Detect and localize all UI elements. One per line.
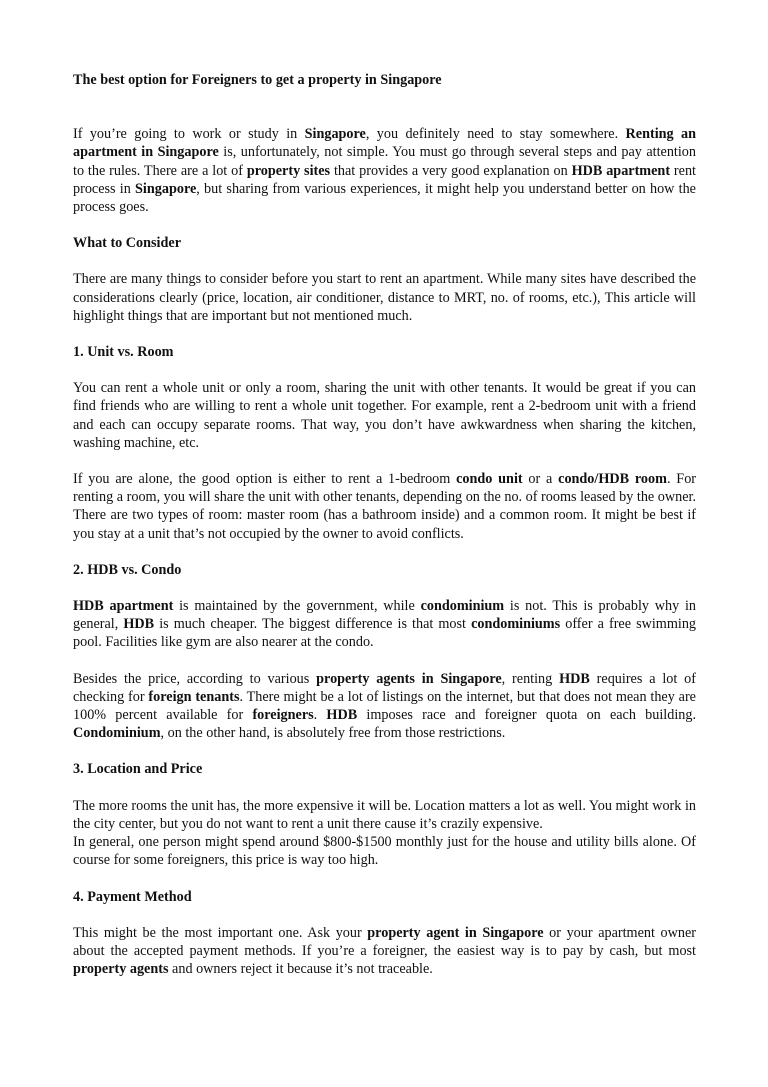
text-run: . <box>313 707 327 724</box>
bold-text-run: Singapore <box>135 180 197 197</box>
paragraph-payment-method <box>73 924 696 979</box>
section-heading-what-to-consider: What to Consider <box>73 235 181 252</box>
bold-text-run: Renting an apartment in Singapore <box>73 126 696 161</box>
text-run: or your apartment owner about the accepted payment methods. If you’re a foreigner, the easiest way is to pay by cash, but most <box>73 924 696 959</box>
bold-text-run: HDB <box>559 670 590 687</box>
section-heading-location-and-price: 3. Location and Price <box>73 761 203 778</box>
text-run: imposes race and foreigner quota on each building. <box>357 707 697 724</box>
bold-text-run: HDB <box>326 707 358 724</box>
text-run: requires a lot of checking for <box>73 670 696 705</box>
document-title: The best option for Foreigners to get a property in Singapore <box>73 72 442 88</box>
text-run: is not. This is probably why in general, <box>73 598 696 633</box>
bold-text-run: condominium <box>420 598 505 615</box>
text-run: . For renting a room, you will share the unit with other tenants, depending on the no. of rooms leased by the owner. There are two types of room: master room (has a bathroom inside) and a common room. It might be best if you stay at a unit that’s not occupied by the owner to avoid conflicts. <box>73 471 697 542</box>
bold-text-run: HDB apartment <box>571 162 671 179</box>
bold-text-run: condominiums <box>471 616 561 633</box>
text-run: or a <box>522 471 559 488</box>
text-run: is, unfortunately, not simple. You must go through several steps and pay attention to the rules. There are a lot of <box>73 144 696 179</box>
section-heading-hdb-vs-condo: 2. HDB vs. Condo <box>73 561 182 578</box>
bold-text-run: property agents <box>73 961 169 978</box>
bold-text-run: HDB apartment <box>73 598 174 615</box>
paragraph-unit-vs-room-1 <box>73 379 696 452</box>
text-run: The more rooms the unit has, the more expensive it will be. Location matters a lot as well. You might work in the city center, but you do not want to rent a unit there cause it’s crazily expensive. <box>73 797 696 832</box>
bold-text-run: property sites <box>246 162 331 179</box>
paragraph-unit-vs-room-2 <box>73 470 696 543</box>
text-run: , on the other hand, is absolutely free from those restrictions. <box>160 725 506 742</box>
text-run: , you definitely need to stay somewhere. <box>365 126 626 143</box>
text-run: . There might be a lot of listings on the internet, but that does not mean they are 100% percent available for <box>73 688 696 724</box>
bold-text-run: HDB <box>123 616 155 633</box>
text-run: In general, one person might spend around $800-$1500 monthly just for the house and utility bills alone. Of course for some foreigners, this price is way too high. <box>73 834 696 869</box>
text-run: There are many things to consider before you start to rent an apartment. While many sites have described the considerations clearly (price, location, air conditioner, distance to MRT, no. of rooms, etc.), This article will highlight things that are important but not mentioned much. <box>73 271 696 324</box>
section-heading-payment-method: 4. Payment Method <box>73 888 192 905</box>
text-run: is much cheaper. The biggest difference is that most <box>154 616 472 633</box>
document-page <box>73 71 696 996</box>
text-run: , but sharing from various experiences, it might help you understand better on how the process goes. <box>73 180 696 216</box>
bold-text-run: Condominium <box>73 725 161 742</box>
text-run: is maintained by the government, while <box>173 598 421 615</box>
paragraph-hdb-vs-condo-1 <box>73 597 696 652</box>
bold-text-run: property agents in Singapore <box>316 670 502 687</box>
text-run: and owners reject it because it’s not traceable. <box>168 961 433 978</box>
text-run: offer a free swimming pool. Facilities like gym are also nearer at the condo. <box>73 616 697 651</box>
paragraph-location-and-price-2 <box>73 833 696 869</box>
bold-text-run: foreign tenants <box>148 688 240 705</box>
text-run: rent process in <box>73 162 696 197</box>
bold-text-run: condo/HDB room <box>558 471 667 488</box>
text-run: You can rent a whole unit or only a room, sharing the unit with other tenants. It would be great if you can find friends who are willing to rent a whole unit together. For example, rent a 2-bedroom unit with a friend and each can occupy separate rooms. That way, you don’t have awkwardness when sharing the kitchen, washing machine, etc. <box>73 380 696 451</box>
paragraph-what-to-consider <box>73 270 696 325</box>
intro-paragraph <box>73 125 696 216</box>
section-heading-unit-vs-room: 1. Unit vs. Room <box>73 344 174 361</box>
text-run: If you are alone, the good option is either to rent a 1-bedroom <box>73 471 457 488</box>
text-run: Besides the price, according to various <box>73 670 317 687</box>
text-run: that provides a very good explanation on <box>330 162 572 179</box>
bold-text-run: property agent in Singapore <box>367 924 544 941</box>
paragraph-hdb-vs-condo-2 <box>73 670 696 743</box>
text-run: If you’re going to work or study in <box>73 126 305 143</box>
text-run: , renting <box>501 670 560 687</box>
bold-text-run: foreigners <box>252 707 314 724</box>
paragraph-location-and-price-1 <box>73 797 696 833</box>
text-run: This might be the most important one. Ask your <box>73 924 368 941</box>
bold-text-run: condo unit <box>456 471 523 488</box>
bold-text-run: Singapore <box>304 126 366 143</box>
